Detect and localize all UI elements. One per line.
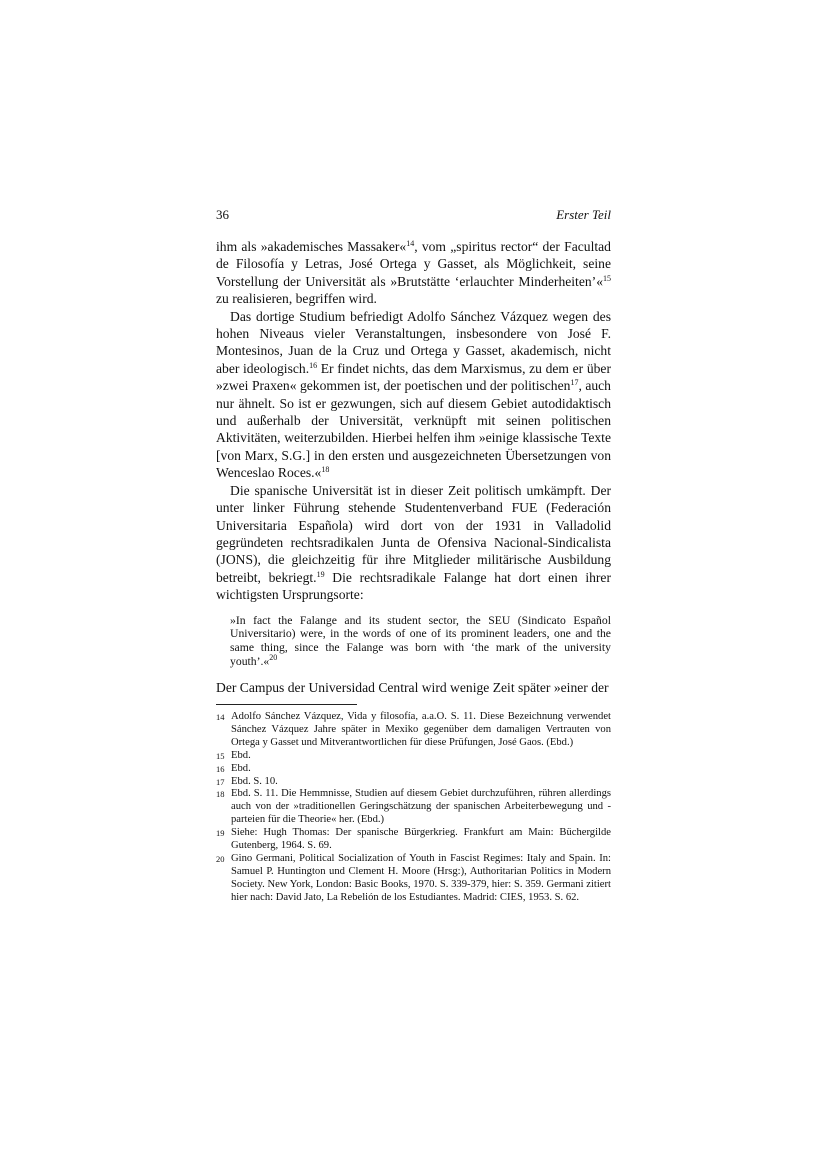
paragraph <box>216 238 611 308</box>
footnote-text: Siehe: Hugh Thomas: Der spanische Bürgerkrieg. Frankfurt am Main: Büchergilde Gutenberg, 1964. S. 69. <box>231 827 611 852</box>
text-run: Die rechtsradikale Falange hat dort einen ihrer wichtigsten Ursprungsorte: <box>216 569 611 603</box>
footnote-number: 17 <box>216 776 225 787</box>
text-run: , auch nur ähnelt. So ist er gezwungen, sich auf diesem Gebiet autodidaktisch und außerhalb der Universität, verknüpft mit seinen politischen Aktivitäten, weiterzubilden. Hierbei helfen ihm »einige klassische Texte [von Marx, S.G.] in den ersten und ausgezeichneten Übersetzungen von Wenceslao Roces.« <box>216 378 611 481</box>
running-title: Erster Teil <box>556 207 611 222</box>
footnote <box>216 853 611 905</box>
text-run: Das dortige Studium befriedigt Adolfo Sánchez Vázquez wegen des hohen Niveaus vieler Veranstaltungen, insbesondere von José F. Montesinos, Juan de la Cruz und Ortega y Gasset, akademisch, nicht aber ideologisch. <box>216 308 611 376</box>
footnote-marker: 17 <box>570 378 579 388</box>
footnote <box>216 776 611 789</box>
text-run: ihm als »akademisches Massaker« <box>216 239 407 254</box>
paragraph <box>216 679 611 696</box>
footnote-marker: 16 <box>309 360 318 370</box>
footnote <box>216 788 611 827</box>
text-run: »In fact the Falange and its student sector, the SEU (Sindicato Español Universitario) were, in the words of one of its prominent leaders, one and the same thing, since the Falange was born with ‘the mark of the university youth’.« <box>230 613 611 668</box>
footnote-number: 16 <box>216 763 225 774</box>
text-run: Der Campus der Universidad Central wird wenige Zeit später »einer der <box>216 679 609 695</box>
text-run: zu realisieren, begriffen wird. <box>216 291 377 307</box>
footnote-text: Ebd. S. 10. <box>231 775 278 787</box>
main-text <box>216 238 611 696</box>
footnote <box>216 763 611 776</box>
footnote-marker: 20 <box>269 652 278 662</box>
footnote <box>216 711 611 750</box>
footnote-text: Adolfo Sánchez Vázquez, Vida y filosofía, a.a.O. S. 11. Diese Bezeichnung verwendet Sánchez Vázquez Jahre später in Mexiko gegenüber dem damaligen Vertrauten von Ortega y Gasset und Mitverantwortlichen für diese Prüfungen, José Gaos. (Ebd.) <box>231 711 611 748</box>
footnote-text: Ebd. <box>231 762 251 774</box>
footnote <box>216 827 611 853</box>
footnote <box>216 750 611 763</box>
footnote-marker: 14 <box>406 239 415 248</box>
footnote-marker: 15 <box>603 273 611 283</box>
text-run: Die spanische Universität ist in dieser Zeit politisch umkämpft. Der unter linker Führung stehende Studentenverband FUE (Federación Universitaria Española) wird dort von der 1931 in Valladolid gegründeten rechtsradikalen Junta de Ofensiva Nacional-Sindicalista (JONS), die gleichzeitig für ihre Mitglieder militärische Ausbildung betreibt, bekriegt. <box>216 482 611 585</box>
footnote-number: 14 <box>216 712 225 722</box>
footnote-text: Ebd. S. 11. Die Hemmnisse, Studien auf diesem Gebiet durchzuführen, rühren allerdings auch von der »traditionellen Geringschätzung der spanischen Arbeiterbewegung und -parteien für die Theorie« her. (Ebd.) <box>231 788 611 826</box>
page-number: 36 <box>216 207 229 222</box>
text-run: Er findet nichts, das dem Marxismus, zu dem er über »zwei Praxen« gekommen ist, der poetischen und der politischen <box>216 360 611 394</box>
footnote-number: 20 <box>216 853 225 864</box>
block-quote <box>230 614 611 669</box>
footnotes <box>216 711 611 905</box>
footnote-separator <box>216 704 357 705</box>
paragraph <box>216 308 611 482</box>
footnote-number: 19 <box>216 828 225 839</box>
footnote-marker: 19 <box>316 569 325 579</box>
footnote-number: 18 <box>216 789 225 800</box>
footnote-number: 15 <box>216 750 225 761</box>
footnote-text: Gino Germani, Political Socialization of Youth in Fascist Regimes: Italy and Spain. In: Samuel P. Huntington und Clement H. Moore (Hrsg:), Authoritarian Politics in Modern Society. New York, London: Basic Books, 1970. S. 339-379, hier: S. 359. Germani zitiert hier nach: David Jato, La Rebelión de los Estudiantes. Madrid: CIES, 1953. S. 62. <box>231 852 611 903</box>
footnote-text: Ebd. <box>231 749 251 761</box>
paragraph <box>216 482 611 604</box>
footnote-marker: 18 <box>321 465 330 475</box>
text-run: , vom „spiritus rector“ der Facultad de Filosofía y Letras, José Ortega y Gasset, als Möglichkeit, seine Vorstellung der Universität als »Brutstätte ‘erlauchter Minderheiten’« <box>216 239 611 289</box>
